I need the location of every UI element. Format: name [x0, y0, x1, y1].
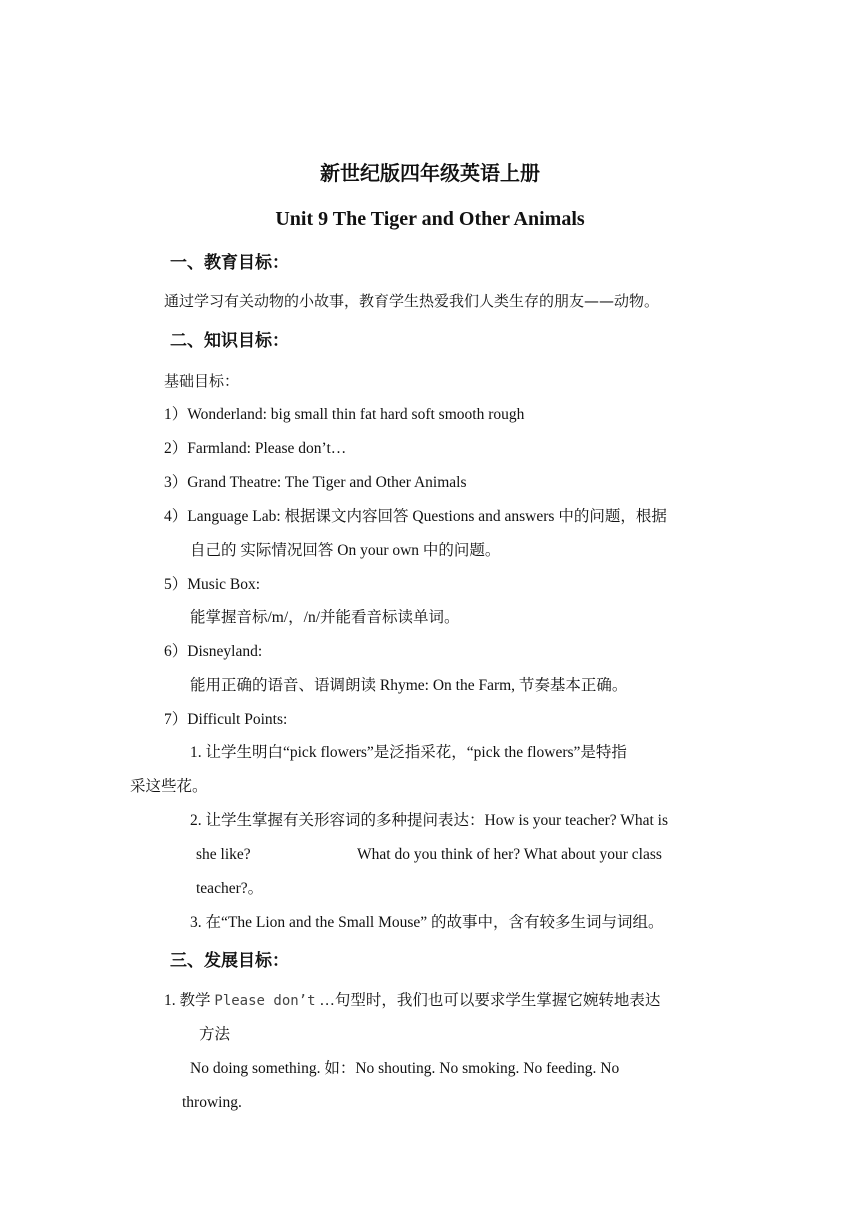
development-goal-1-number: 1. 教学	[164, 992, 211, 1009]
section-heading-education-goals: 一、教育目标：	[170, 253, 289, 273]
section-heading-development-goals: 三、发展目标：	[170, 951, 289, 971]
unit-title: Unit 9 The Tiger and Other Animals	[275, 208, 585, 230]
development-goal-1-text: …句型时，我们也可以要求学生掌握它婉转地表达	[315, 992, 661, 1009]
list-item-continuation: 自己的 实际情况回答 On your own 中的问题。	[190, 542, 501, 559]
difficult-point-2-continuation-right: What do you think of her? What about your class	[357, 846, 662, 863]
list-item-continuation: 能掌握音标/m/，/n/并能看音标读单词。	[190, 609, 460, 626]
list-item: 2）Farmland: Please don’t…	[164, 440, 347, 457]
education-goals-text: 通过学习有关动物的小故事，教育学生热爱我们人类生存的朋友——动物。	[164, 292, 660, 310]
difficult-point-2: 2. 让学生掌握有关形容词的多种提问表达：How is your teacher? What is	[190, 812, 669, 829]
difficult-point-2-end: teacher?。	[196, 880, 264, 897]
development-goal-1	[164, 991, 660, 1011]
difficult-point-1: 1. 让学生明白“pick flowers”是泛指采花，“pick the flowers”是特指	[190, 744, 627, 761]
section-heading-knowledge-goals: 二、知识目标：	[170, 331, 289, 351]
difficult-point-2-continuation-left: she like?	[196, 846, 251, 863]
development-goal-1-pattern: Please don’t	[214, 993, 316, 1009]
list-item: 4）Language Lab: 根据课文内容回答 Questions and answers 中的问题，根据	[164, 508, 667, 525]
list-item: 6）Disneyland:	[164, 643, 263, 660]
list-item: 1）Wonderland: big small thin fat hard soft smooth rough	[164, 406, 525, 423]
list-item-continuation: 能用正确的语音、语调朗读 Rhyme: On the Farm, 节奏基本正确。	[190, 677, 628, 694]
development-goal-examples: No doing something. 如：No shouting. No smoking. No feeding. No	[190, 1060, 620, 1077]
basic-goals-label: 基础目标：	[164, 372, 240, 390]
list-item: 3）Grand Theatre: The Tiger and Other Animals	[164, 474, 467, 491]
difficult-point-1-continuation: 采这些花。	[130, 778, 208, 795]
difficult-point-3: 3. 在“The Lion and the Small Mouse” 的故事中，含有较多生词与词组。	[190, 914, 664, 931]
document-title: 新世纪版四年级英语上册	[320, 161, 540, 185]
list-item: 5）Music Box:	[164, 576, 261, 593]
list-item: 7）Difficult Points:	[164, 711, 288, 728]
development-goal-examples-continuation: throwing.	[182, 1094, 242, 1111]
development-goal-1-continuation: 方法	[199, 1026, 231, 1043]
